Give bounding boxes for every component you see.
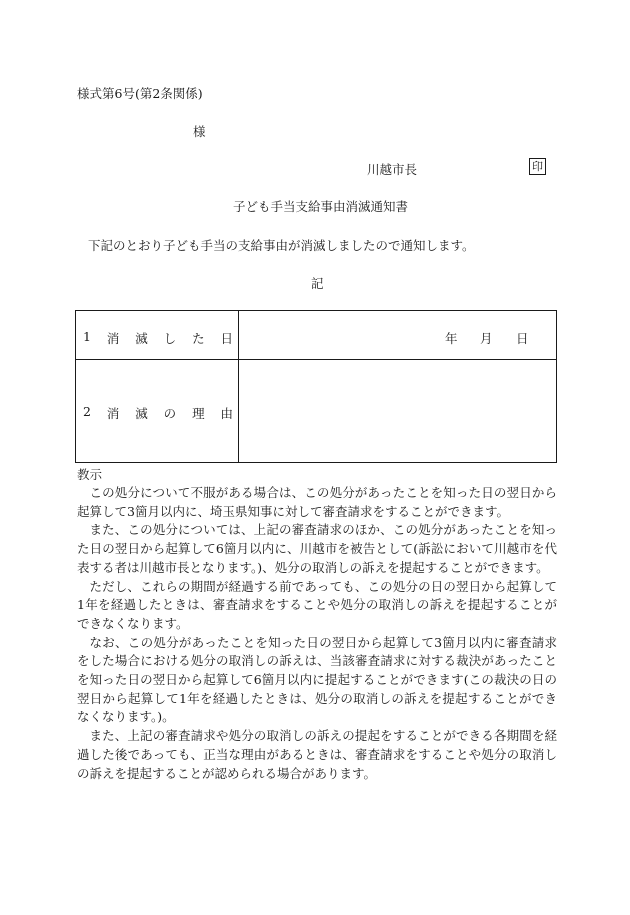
row2-char: 消 — [106, 406, 120, 421]
intro-text: 下記のとおり子ども手当の支給事由が消滅しましたので通知します。 — [88, 238, 475, 253]
row1-number: 1 — [83, 329, 91, 344]
column-divider — [238, 311, 239, 462]
instruction-paragraph: ただし、これらの期間が経過する前であっても、この処分の日の翌日から起算して1年を経過したときは、審査請求をすることや処分の取消しの訴えを提起することができなくなります。 — [77, 578, 557, 631]
date-year-label: 年 — [445, 331, 458, 346]
row-divider — [76, 359, 556, 360]
row2-char: 滅 — [135, 406, 148, 421]
row1-char: 滅 — [135, 331, 148, 346]
instruction-heading: 教示 — [77, 467, 103, 482]
row1-char: し — [163, 331, 177, 346]
record-table — [75, 310, 557, 463]
seal-mark: 印 — [529, 158, 546, 175]
instruction-paragraph: なお、この処分があったことを知った日の翌日から起算して3箇月以内に審査請求をした場合における処分の取消しの訴えは、当該審査請求に対する裁決があったことを知った日の翌日から起算して6箇月以内に提起することができます(この裁決の日の翌日から起算して1年を経過したときは、処分の取消しの訴えを提起することができなくなります。)。 — [77, 634, 557, 725]
issuer-name: 川越市長 — [367, 162, 418, 177]
instruction-paragraph: この処分について不服がある場合は、この処分があったことを知った日の翌日から起算して3箇月以内に、埼玉県知事に対して審査請求をすることができます。 — [77, 485, 557, 519]
instruction-paragraph: また、上記の審査請求や処分の取消しの訴えの提起をすることができる各期間を経過した後であっても、正当な理由があるときは、審査請求をすることや処分の取消しの訴えを提起することが認められる場合があります。 — [77, 728, 557, 781]
date-day-label: 日 — [516, 331, 529, 346]
row2-char: の — [163, 406, 177, 421]
instruction-paragraph: また、この処分については、上記の審査請求のほか、この処分があったことを知った日の翌日から起算して6箇月以内に、川越市を被告として(訴訟において川越市を代表する者は川越市長となります。)、処分の取消しの訴えを提起することができます。 — [77, 522, 557, 575]
instruction-body — [77, 484, 557, 783]
ki-heading: 記 — [311, 276, 324, 291]
row2-label — [83, 404, 233, 422]
recipient-suffix: 様 — [193, 124, 206, 139]
row1-char: 日 — [220, 331, 233, 346]
row1-char: 消 — [106, 331, 120, 346]
row2-char: 理 — [192, 406, 205, 421]
row2-char: 由 — [220, 406, 233, 421]
row2-number: 2 — [83, 404, 91, 419]
row1-label — [83, 329, 233, 347]
document-title: 子ども手当支給事由消滅通知書 — [233, 199, 409, 214]
date-month-label: 月 — [480, 331, 493, 346]
row1-char: た — [192, 331, 205, 346]
form-number: 様式第6号(第2条関係) — [77, 86, 203, 101]
